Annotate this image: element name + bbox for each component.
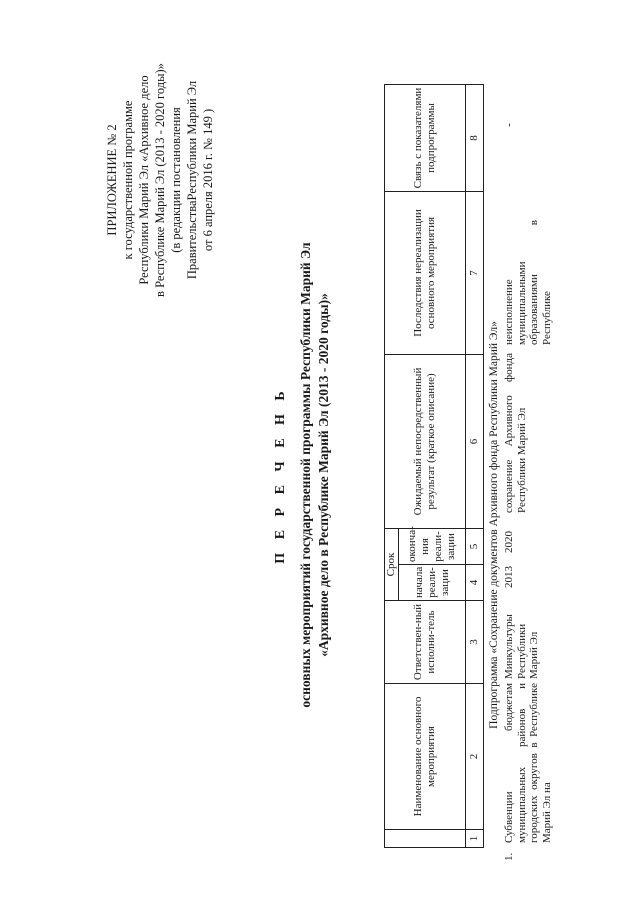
row-responsible: Минкультуры Республики Марий Эл [503, 614, 540, 679]
document-title [272, 195, 332, 755]
header-cell-name: Наименование основного мероприятия [385, 684, 466, 830]
measures-table [384, 84, 484, 848]
number-cell: 2 [466, 684, 484, 830]
appendix-line: ПравительстваРеспублики Марий Эл [185, 80, 199, 280]
row-end-year: 2020 [503, 531, 515, 553]
number-cell: 8 [466, 85, 484, 192]
header-cell-end: оконча-ния реали-зации [399, 529, 466, 565]
header-cell-responsible: Ответствен-ный исполни-тель [385, 601, 466, 684]
row-number: 1. [503, 852, 515, 861]
appendix-line: (в редакции постановления [169, 107, 183, 253]
row-expected-result: сохранение Архивного фонда Республики Марий Эл [503, 353, 528, 513]
title-subtitle-line2: «Архивное дело в Республике Марий Эл (2013 - 2020 годы)» [316, 293, 331, 657]
title-subtitle-line1: основных мероприятий государственной программы Республики Марий Эл [298, 242, 313, 708]
row-consequence: неисполнение муниципальными образованиями в Республике [503, 220, 553, 345]
appendix-line: ПРИЛОЖЕНИЕ № 2 [105, 124, 119, 236]
number-cell: 6 [466, 355, 484, 529]
appendix-header [104, 30, 216, 330]
number-cell: 7 [466, 192, 484, 355]
number-cell: 4 [466, 565, 484, 601]
number-cell: 1 [466, 830, 484, 848]
number-cell: 5 [466, 529, 484, 565]
number-cell: 3 [466, 601, 484, 684]
table-header-row [385, 85, 399, 848]
header-cell-start: начала реали-зации [399, 565, 466, 601]
header-cell-srok: Срок [385, 529, 399, 601]
table-number-row [466, 85, 484, 848]
row-measure-name: Субвенции бюджетам муниципальных районов и городских округов в Республике Марий Эл на [503, 683, 553, 843]
title-main: П Е Р Е Ч Е Н Ь [273, 386, 288, 564]
appendix-line: в Республике Марий Эл (2013 - 2020 годы)» [153, 63, 167, 297]
appendix-line: от 6 апреля 2016 г. № 149 ) [201, 108, 215, 252]
row-indicator-link: - [503, 123, 515, 127]
subprogram-heading: Подпрограмма «Сохранение документов Архивного фонда Республики Марий Эл» [488, 321, 500, 729]
appendix-line: к государственной программе [121, 100, 135, 260]
header-cell-number [385, 830, 466, 848]
header-cell-result: Ожидаемый непосредственный результат (краткое описание) [385, 355, 466, 529]
row-start-year: 2013 [503, 566, 515, 588]
appendix-line: Республики Марий Эл «Архивное дело [137, 75, 151, 285]
header-cell-link: Связь с показателями подпрограммы [385, 85, 466, 192]
header-cell-consequence: Последствия нереализации основного мероприятия [385, 192, 466, 355]
